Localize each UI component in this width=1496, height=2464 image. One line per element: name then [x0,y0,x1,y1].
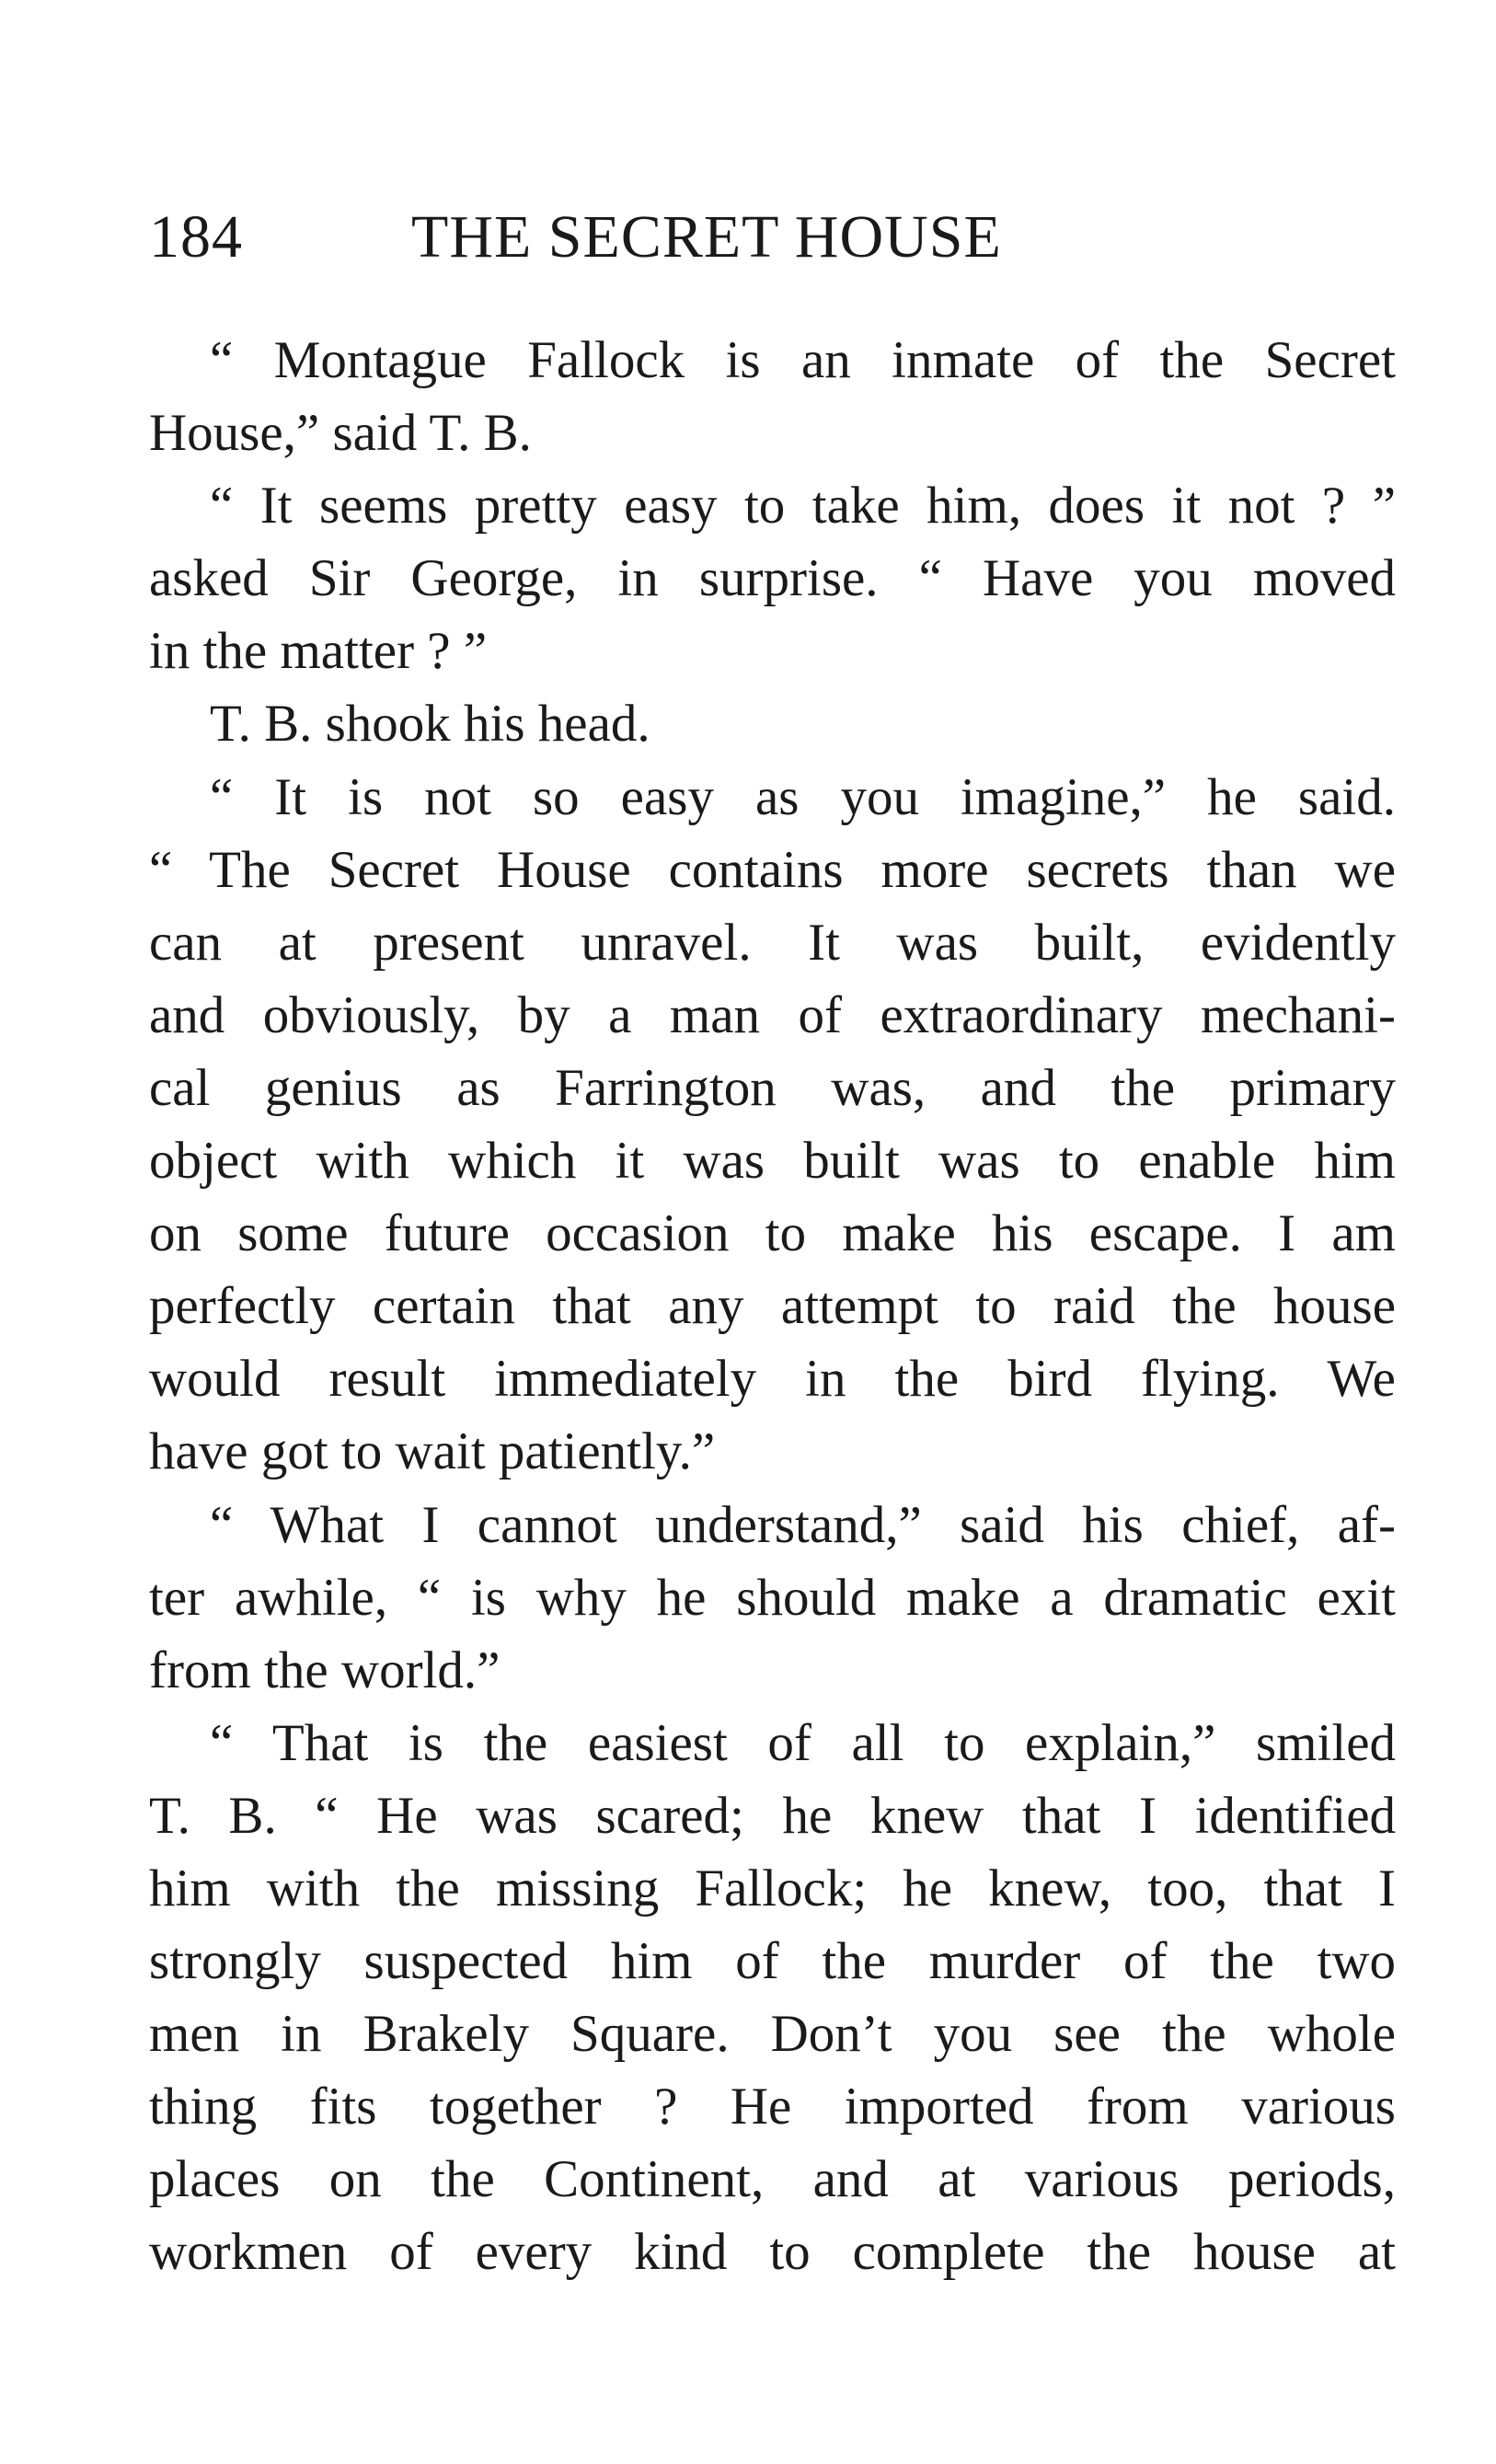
text-line: ter awhile, “ is why he should make a dramatic exit [149,1568,1396,1627]
text-line: T. B. shook his head. [210,695,650,754]
text-line: thing fits together ? He imported from various [149,2078,1396,2136]
text-line: T. B. “ He was scared; he knew that I identified [149,1786,1396,1845]
text-line: and obviously, by a man of extraordinary mechani- [149,985,1396,1044]
text-line: places on the Continent, and at various periods, [149,2150,1396,2209]
text-line: men in Brakely Square. Don’t you see the whole [149,2005,1396,2064]
text-line: workmen of every kind to complete the house at [149,2223,1396,2282]
text-line: “ It is not so easy as you imagine,” he said. [210,767,1396,826]
text-line: perfectly certain that any attempt to raid the house [149,1277,1396,1336]
text-line: cal genius as Farrington was, and the primary [149,1058,1396,1117]
text-line: him with the missing Fallock; he knew, too, that I [149,1859,1396,1917]
text-line: strongly suspected him of the murder of the two [149,1932,1396,1991]
text-line: “ It seems pretty easy to take him, does it not ? ” [210,477,1396,535]
text-line: “ What I cannot understand,” said his chief, af- [210,1495,1396,1554]
text-line: “ The Secret House contains more secrets than we [149,840,1396,899]
text-line: “ Montague Fallock is an inmate of the Secret [210,331,1396,389]
text-line: have got to wait patiently.” [149,1422,716,1481]
running-head: THE SECRET HOUSE [411,203,1002,271]
text-line: from the world.” [149,1641,501,1699]
text-line: asked Sir George, in surprise. “ Have you moved [149,549,1396,608]
text-line: would result immediately in the bird flying. We [149,1350,1396,1409]
text-line: can at present unravel. It was built, evidently [149,913,1396,972]
text-line: House,” said T. B. [149,404,532,463]
text-line: “ That is the easiest of all to explain,” smiled [210,1713,1396,1772]
text-line: object with which it was built was to enable him [149,1132,1396,1191]
text-line: on some future occasion to make his escape. I am [149,1204,1396,1263]
body-text [149,324,1396,2289]
page-header [149,201,1124,274]
page-number: 184 [149,203,243,271]
text-line: in the matter ? ” [149,622,488,681]
